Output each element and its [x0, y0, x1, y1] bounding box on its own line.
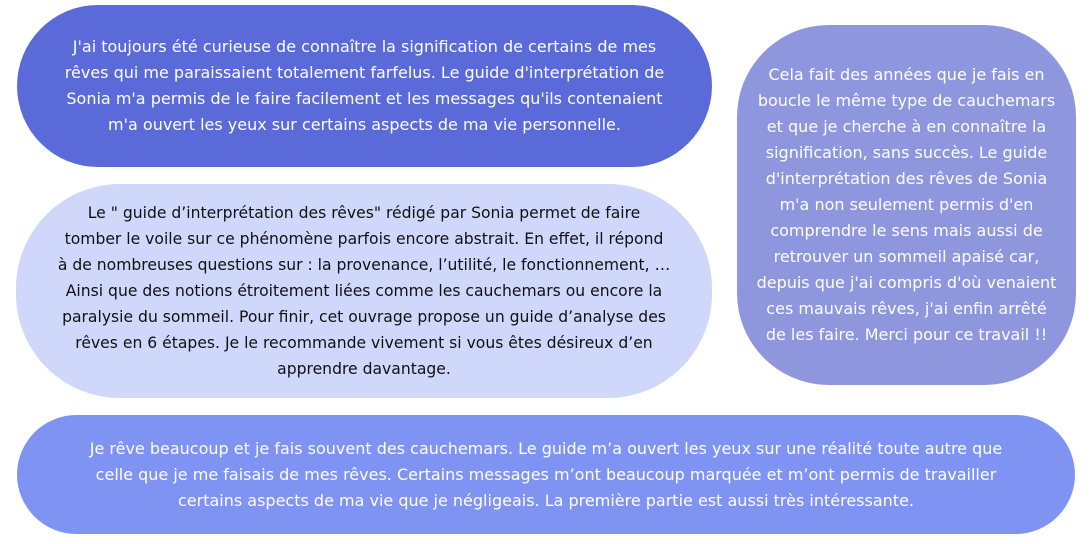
- text-line: rêves qui me paraissaient totalement farfelus. Le guide d'interprétation de: [64, 63, 665, 82]
- testimonial-bubble-3: [737, 25, 1076, 385]
- text-line: de les faire. Merci pour ce travail !!: [765, 325, 1048, 344]
- text-line: Sonia m'a permis de le faire facilement et les messages qu'ils contenaient: [66, 89, 663, 108]
- text-line: m'a ouvert les yeux sur certains aspects de ma vie personnelle.: [108, 115, 621, 134]
- text-line: Ainsi que des notions étroitement liées comme les cauchemars ou encore la: [65, 282, 663, 300]
- text-line: à de nombreuses questions sur : la provenance, l’utilité, le fonctionnement, …: [57, 256, 671, 274]
- testimonial-bubble-2: [16, 184, 712, 398]
- text-line: tomber le voile sur ce phénomène parfois encore abstrait. En effet, il répond: [64, 230, 664, 248]
- text-line: Le " guide d’interprétation des rêves" rédigé par Sonia permet de faire: [87, 204, 641, 222]
- text-line: paralysie du sommeil. Pour finir, cet ouvrage propose un guide d’analyse des: [62, 308, 666, 326]
- text-line: apprendre davantage.: [277, 360, 451, 378]
- text-line: certains aspects de ma vie que je négligeais. La première partie est aussi très intéressante.: [177, 490, 914, 510]
- testimonial-text-2: [58, 200, 670, 382]
- text-line: boucle le même type de cauchemars: [757, 91, 1056, 110]
- testimonial-text-1: [65, 34, 664, 138]
- text-line: depuis que j'ai compris d'où venaient: [756, 273, 1057, 292]
- text-line: et que je cherche à en connaître la: [766, 117, 1047, 136]
- testimonial-bubble-4: [17, 415, 1075, 534]
- text-line: d'interprétation des rêves de Sonia: [765, 169, 1048, 188]
- testimonial-text-4: [90, 436, 1003, 514]
- testimonial-bubble-1: [17, 5, 712, 167]
- text-line: retrouver un sommeil apaisé car,: [773, 247, 1040, 266]
- text-line: comprendre le sens mais aussi de: [770, 221, 1043, 240]
- text-line: m'a non seulement permis d'en: [779, 195, 1034, 214]
- text-line: celle que je me faisais de mes rêves. Certains messages m’ont beaucoup marquée et m’ont permis de travailler: [95, 464, 997, 484]
- text-line: rêves en 6 étapes. Je le recommande vivement si vous êtes désireux d’en: [75, 334, 653, 352]
- testimonial-text-3: [757, 62, 1057, 348]
- text-line: Cela fait des années que je fais en: [768, 65, 1045, 84]
- text-line: J'ai toujours été curieuse de connaître la signification de certains de mes: [72, 37, 657, 56]
- text-line: signification, sans succès. Le guide: [765, 143, 1048, 162]
- text-line: Je rêve beaucoup et je fais souvent des cauchemars. Le guide m’a ouvert les yeux sur une réalité toute autre que: [89, 438, 1003, 458]
- text-line: ces mauvais rêves, j'ai enfin arrêté: [766, 299, 1047, 318]
